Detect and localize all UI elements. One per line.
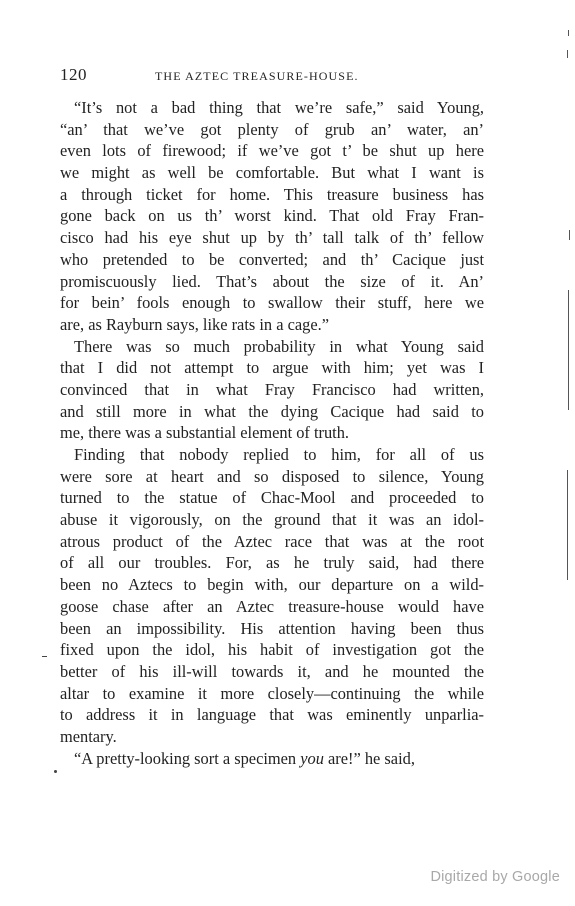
scan-edge-mark: [568, 30, 569, 36]
text-line: Finding that nobody replied to him, for all of us: [74, 445, 484, 464]
text-line: cisco had his eye shut up by th’ tall talk of th’ fellow: [60, 228, 484, 248]
text-line: atrous product of the Aztec race that was at the root: [60, 531, 484, 551]
text-line: better of his ill-will towards it, and he mounted the: [60, 661, 484, 681]
text-line: “It’s not a bad thing that we’re safe,” said Young,: [74, 98, 484, 117]
text-line: abuse it vigorously, on the ground that it was an idol-: [60, 510, 484, 530]
text-lines: [60, 97, 484, 748]
text-line: we might as well be comfortable. But what I want is: [60, 163, 484, 183]
text-line: turned to the statue of Chac-Mool and proceeded to: [60, 488, 484, 508]
text-line: been an impossibility. His attention having been thus: [60, 618, 484, 638]
text-line: gone back on us th’ worst kind. That old Fray Fran-: [60, 206, 484, 226]
running-head: THE AZTEC TREASURE-HOUSE.: [155, 69, 359, 83]
text-line: were sore at heart and so disposed to silence, Young: [60, 466, 484, 486]
page-number: 120: [60, 65, 87, 84]
scan-speck: [42, 656, 47, 657]
final-line-emphasis: you: [300, 748, 324, 768]
final-line-after: are!” he said,: [323, 748, 415, 768]
text-line: mentary.: [60, 726, 117, 746]
text-line: altar to examine it more closely—continuing the while: [60, 683, 484, 703]
scan-edge-mark: [567, 50, 568, 58]
text-line: are, as Rayburn says, like rats in a cage.”: [60, 314, 329, 334]
text-line: and still more in what the dying Cacique had said to: [60, 401, 484, 421]
text-line: “an’ that we’ve got plenty of grub an’ water, an’: [60, 119, 484, 139]
text-line: who pretended to be converted; and th’ Cacique just: [60, 249, 484, 269]
scan-speck: [54, 770, 57, 773]
text-line: to address it in language that was eminently unparlia-: [60, 705, 484, 725]
text-line: promiscuously lied. That’s about the size of it. An’: [60, 271, 484, 291]
text-line: me, there was a substantial element of truth.: [60, 423, 350, 443]
text-line: convinced that in what Fray Francisco had written,: [60, 379, 484, 399]
body-text: [60, 97, 484, 769]
scan-edge-mark: [568, 290, 569, 410]
text-line: been no Aztecs to begin with, our departure on a wild-: [60, 575, 484, 595]
text-line: There was so much probability in what Young said: [74, 336, 484, 356]
text-line: goose chase after an Aztec treasure-house would have: [60, 596, 484, 616]
text-line: a through ticket for home. This treasure business has: [60, 184, 484, 204]
text-line: that I did not attempt to argue with him; yet was I: [60, 358, 484, 378]
text-line: fixed upon the idol, his habit of investigation got the: [60, 640, 484, 660]
watermark: Digitized by Google: [430, 869, 560, 885]
text-line-final: [60, 748, 484, 770]
scan-edge-mark: [569, 230, 570, 240]
text-line: of all our troubles. For, as he truly said, had there: [60, 553, 484, 573]
scan-edge-mark: [567, 470, 568, 580]
final-line-before: “A pretty-looking sort a specimen: [74, 748, 301, 768]
text-line: even lots of firewood; if we’ve got t’ be shut up here: [60, 141, 484, 161]
text-line: for bein’ fools enough to swallow their stuff, here we: [60, 293, 484, 313]
